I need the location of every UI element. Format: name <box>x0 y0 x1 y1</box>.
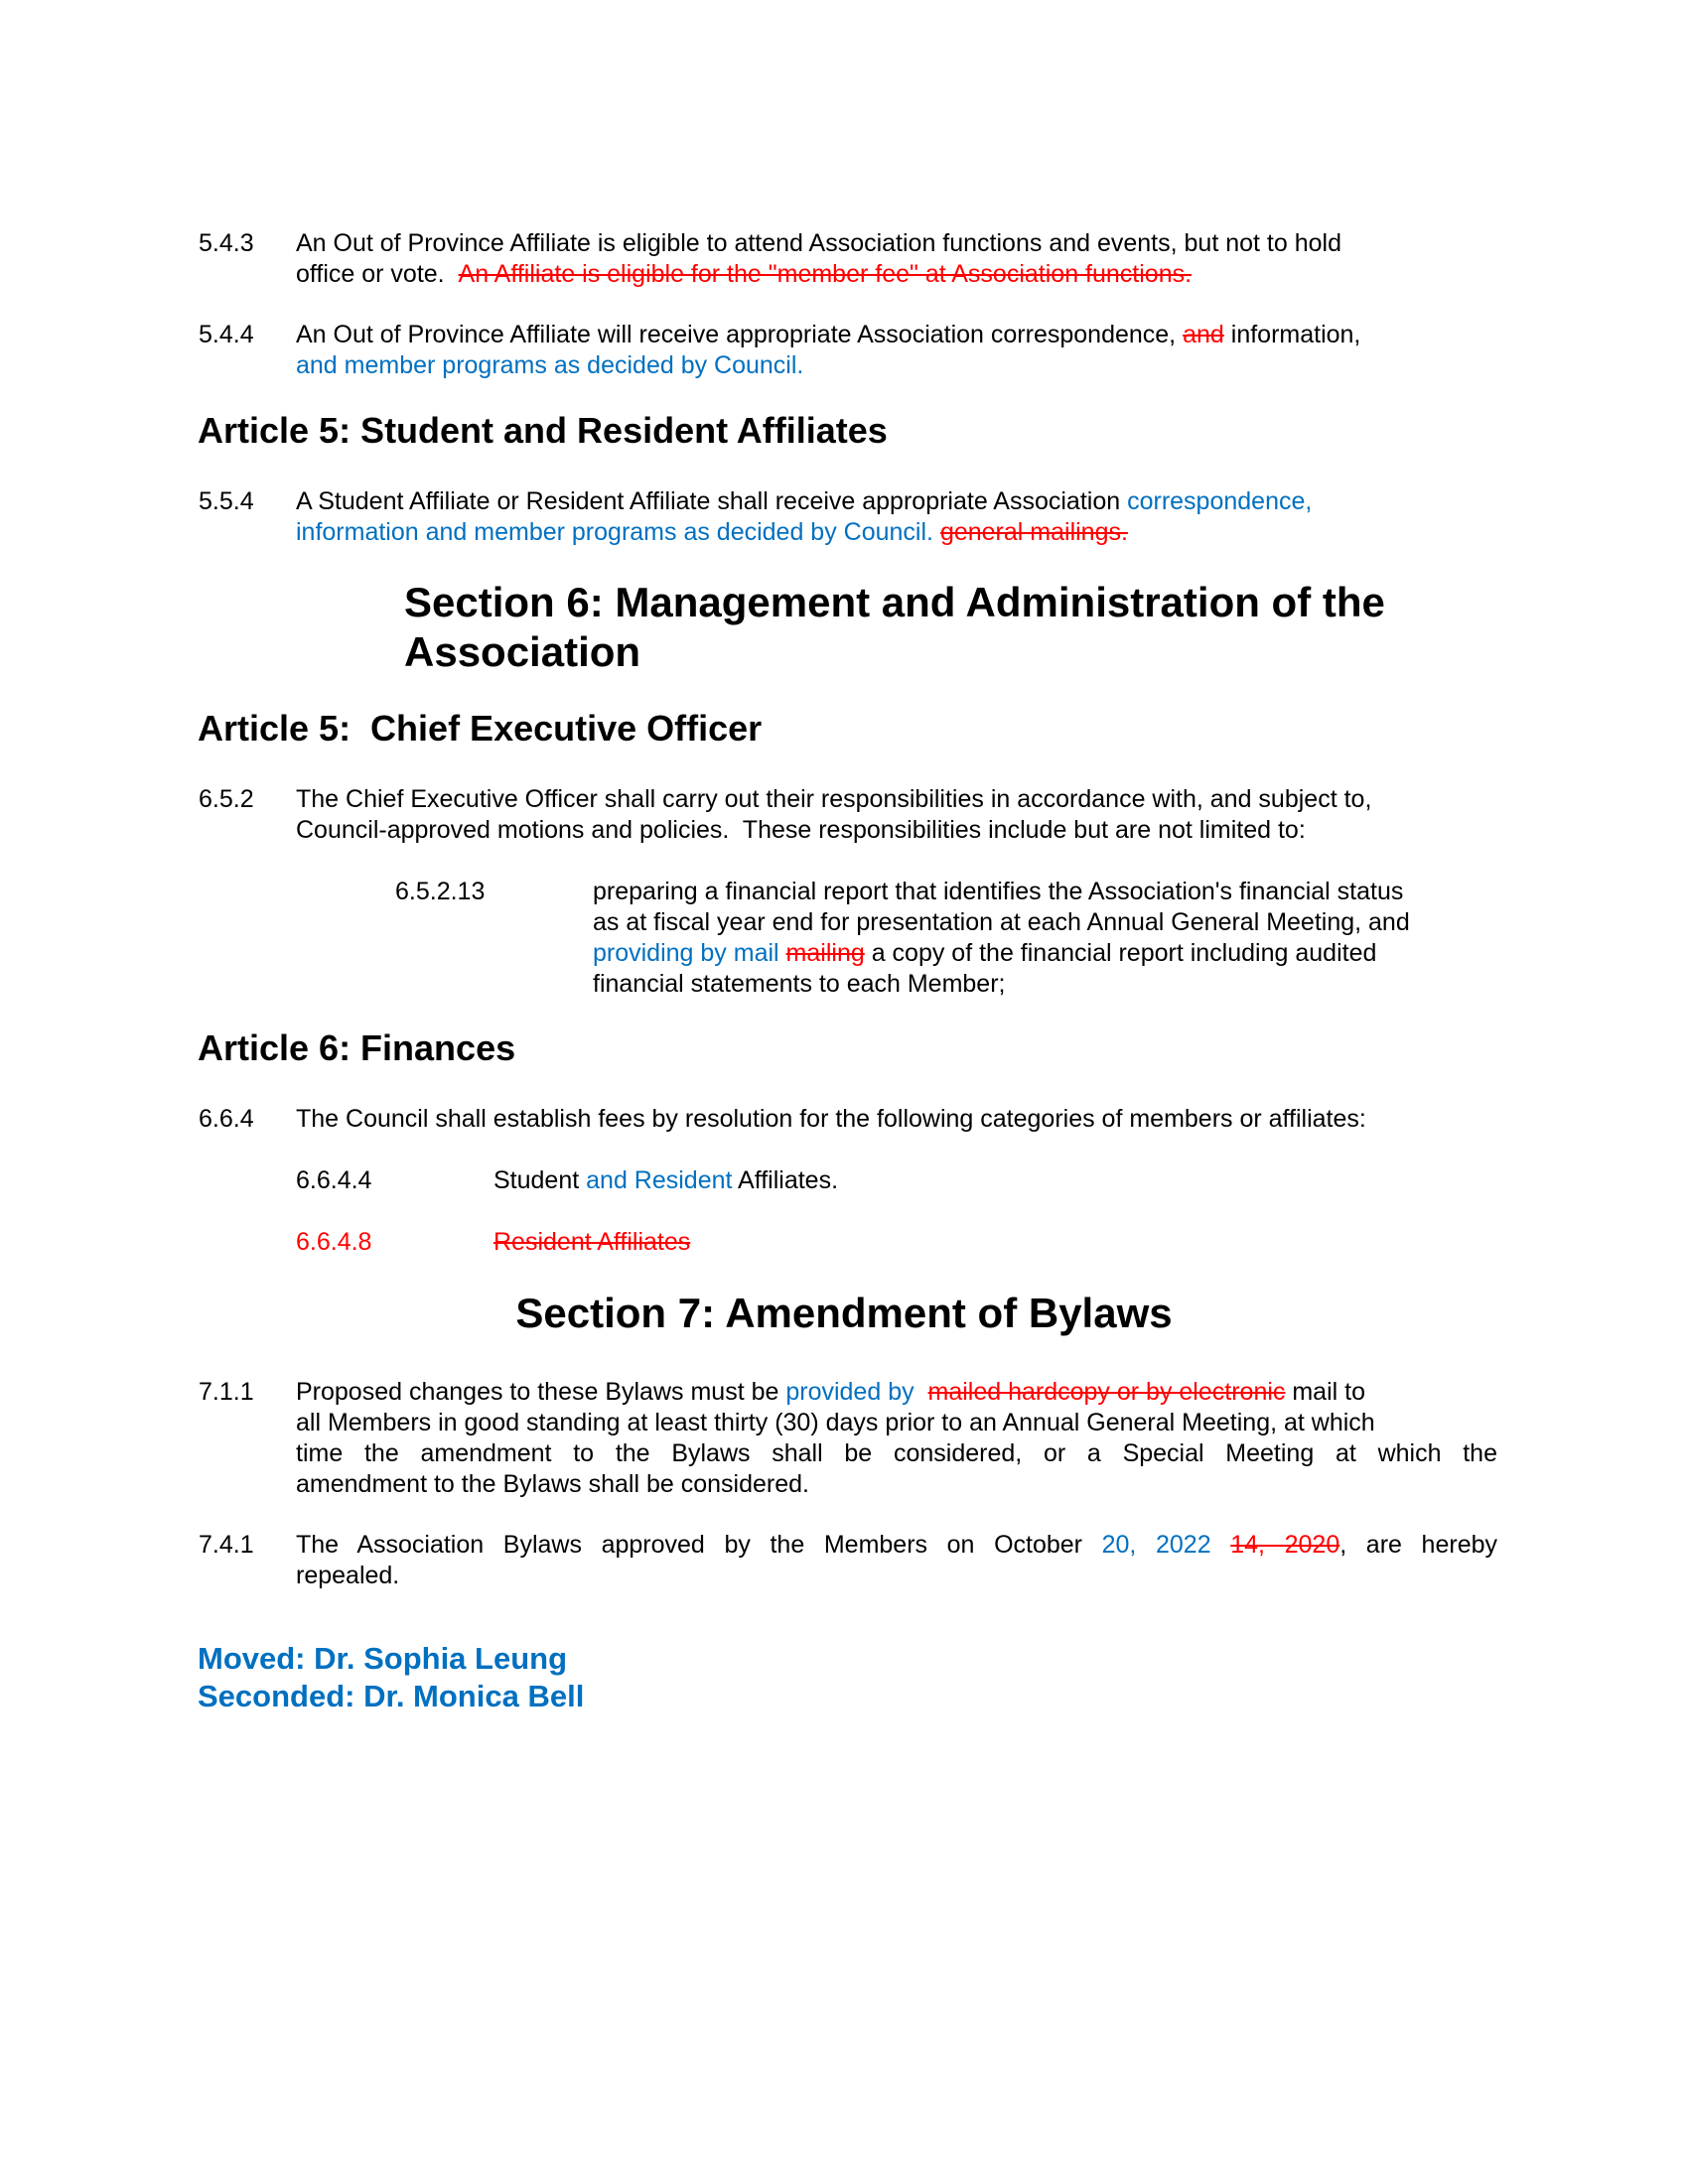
clause-6-6-4-4-text-a: Student <box>493 1166 580 1194</box>
clause-7-1-1-line4: amendment to the Bylaws shall be considered. <box>296 1470 809 1498</box>
clause-7-1-1-line2: all Members in good standing at least thirty (30) days prior to an Annual General Meeting, at which <box>296 1409 1375 1436</box>
clause-6-6-4-4-text-b: Affiliates. <box>738 1166 839 1194</box>
heading-section-6-line1: Section 6: Management and Administration of the <box>404 579 1385 625</box>
clause-number-7-4-1: 7.4.1 <box>199 1531 254 1559</box>
inserted-text: and member programs as decided by Council. <box>296 351 804 379</box>
clause-6-5-2-line2: Council-approved motions and policies. These responsibilities include but are not limited to: <box>296 816 1306 844</box>
deleted-clause-number: 6.6.4.8 <box>296 1228 372 1256</box>
clause-6-5-2-13-line4: financial statements to each Member; <box>593 970 1006 998</box>
clause-5-4-3-line1: An Out of Province Affiliate is eligible to attend Association functions and events, but not to hold <box>296 229 1341 257</box>
clause-6-5-2-13-text: a copy of the financial report including audited <box>871 939 1377 967</box>
heading-article-5-affiliates: Article 5: Student and Resident Affiliates <box>198 410 888 451</box>
clause-6-5-2-13-line3 <box>593 938 1376 969</box>
deleted-text: general mailings. <box>939 518 1128 546</box>
inserted-text: providing by mail <box>593 939 779 967</box>
clause-number-6-6-4: 6.6.4 <box>199 1105 254 1133</box>
clause-number-5-4-3: 5.4.3 <box>199 229 254 257</box>
clause-7-4-1-text: The Association Bylaws approved by the Members on October <box>296 1531 1082 1559</box>
clause-number-6-6-4-4: 6.6.4.4 <box>296 1166 372 1194</box>
clause-7-4-1-line2: repealed. <box>296 1562 400 1589</box>
deleted-text: and <box>1183 321 1224 348</box>
clause-5-4-4-text: information, <box>1230 321 1361 348</box>
deleted-clause-text: Resident Affiliates <box>493 1228 691 1256</box>
heading-section-6-line2: Association <box>404 628 641 675</box>
inserted-text: correspondence, <box>1127 487 1313 515</box>
clause-number-5-4-4: 5.4.4 <box>199 321 254 348</box>
clause-6-5-2-13-line2: as at fiscal year end for presentation at each Annual General Meeting, and <box>593 908 1410 936</box>
clause-6-6-4-4-text <box>493 1165 838 1196</box>
clause-6-6-4-text: The Council shall establish fees by resolution for the following categories of members or affiliates: <box>296 1105 1366 1133</box>
moved-by: Moved: Dr. Sophia Leung <box>198 1641 568 1676</box>
clause-6-5-2-13-line1: preparing a financial report that identifies the Association's financial status <box>593 878 1404 905</box>
deleted-text: mailing <box>785 939 865 967</box>
clause-7-4-1-text: , are hereby <box>1339 1531 1497 1559</box>
clause-number-6-5-2: 6.5.2 <box>199 785 254 813</box>
heading-article-6-finances: Article 6: Finances <box>198 1027 516 1068</box>
inserted-text: information and member programs as decided by Council. <box>296 518 933 546</box>
clause-7-1-1-line3: time the amendment to the Bylaws shall be considered, or a Special Meeting at which the <box>296 1439 1497 1467</box>
heading-section-7 <box>0 1289 1688 1338</box>
clause-5-4-4-line1 <box>296 320 1497 350</box>
clause-number-5-5-4: 5.5.4 <box>199 487 254 515</box>
clause-5-4-3-text: office or vote. <box>296 260 445 288</box>
clause-7-4-1-line1 <box>296 1530 1497 1561</box>
clause-5-5-4-line1 <box>296 486 1497 517</box>
inserted-text: 20, 2022 <box>1101 1531 1211 1559</box>
clause-5-5-4-text: A Student Affiliate or Resident Affiliate shall receive appropriate Association <box>296 487 1121 515</box>
clause-7-1-1-line1 <box>296 1377 1365 1408</box>
inserted-text: provided by <box>785 1378 914 1406</box>
clause-6-5-2-line1: The Chief Executive Officer shall carry out their responsibilities in accordance with, and subject to, <box>296 785 1372 813</box>
clause-7-1-1-text: Proposed changes to these Bylaws must be <box>296 1378 779 1406</box>
inserted-text: and Resident <box>586 1166 733 1194</box>
clause-7-1-1-text: mail to <box>1292 1378 1365 1406</box>
deleted-text: mailed hardcopy or by electronic <box>927 1378 1286 1406</box>
seconded-by: Seconded: Dr. Monica Bell <box>198 1679 585 1713</box>
clause-5-5-4-line2 <box>296 517 1128 548</box>
heading-section-7-text: Section 7: Amendment of Bylaws <box>515 1290 1173 1336</box>
clause-5-4-4-text: An Out of Province Affiliate will receive appropriate Association correspondence, <box>296 321 1177 348</box>
deleted-text: 14, 2020 <box>1230 1531 1340 1559</box>
deleted-clause-6-6-4-8 <box>296 1227 719 1258</box>
heading-article-5-ceo: Article 5: Chief Executive Officer <box>198 708 763 749</box>
clause-number-7-1-1: 7.1.1 <box>199 1378 254 1406</box>
clause-5-4-3-line2 <box>296 259 1497 290</box>
deleted-text: An Affiliate is eligible for the "member fee" at Association functions. <box>458 260 1193 288</box>
clause-number-6-5-2-13: 6.5.2.13 <box>395 878 486 905</box>
